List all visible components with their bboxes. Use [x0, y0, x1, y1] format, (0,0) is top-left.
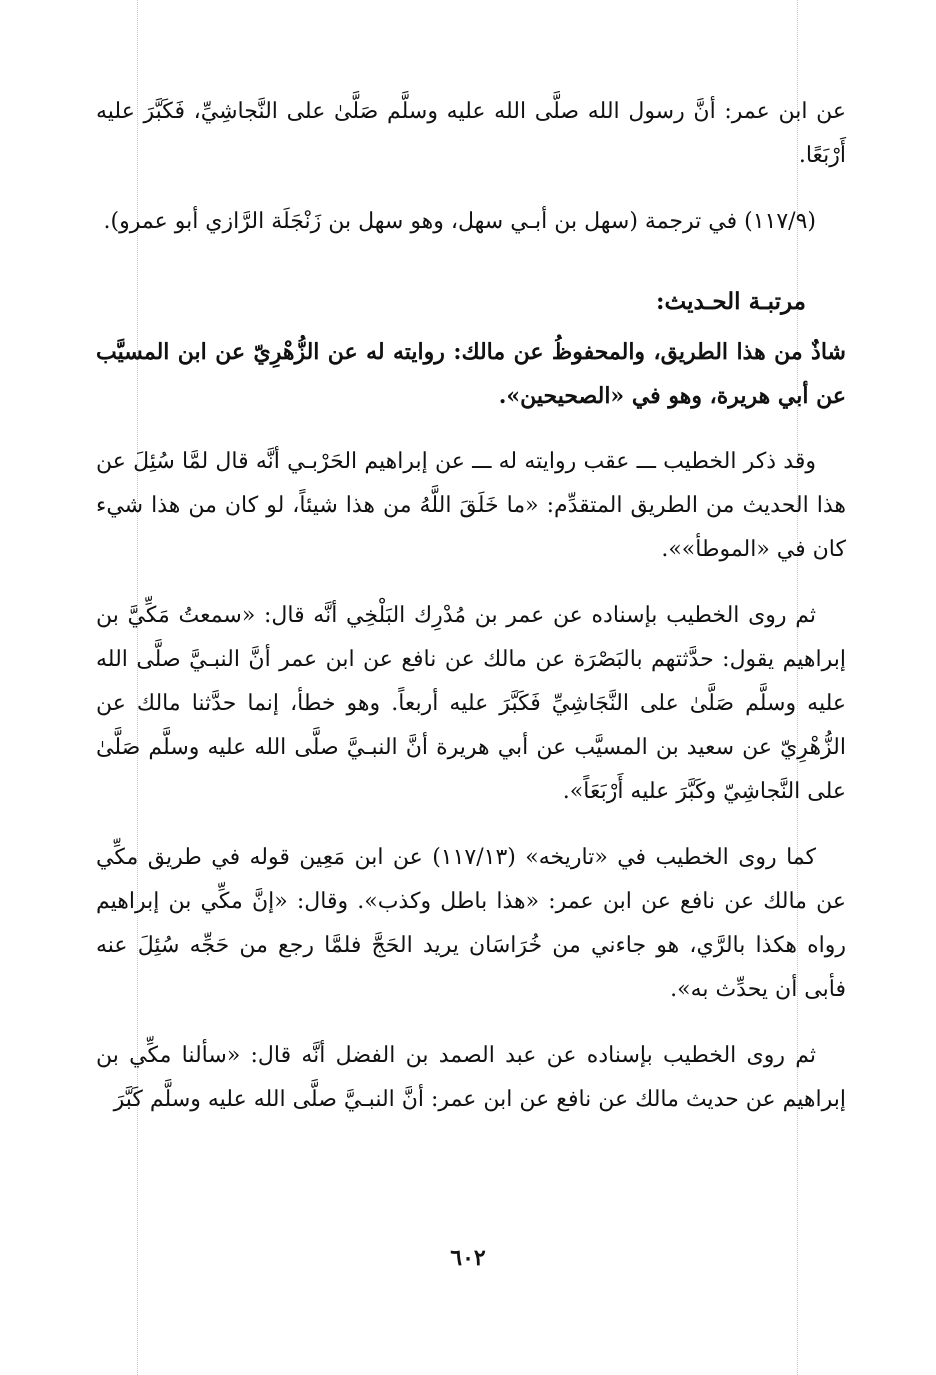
paragraph-reference: (١١٧/٩) في ترجمة (سهل بن أبـي سهل، وهو سهل بن زَنْجَلَة الرَّازي أبو عمرو).	[103, 209, 816, 234]
paragraph-ruling: شاذٌ من هذا الطريق، والمحفوظُ عن مالك: روايته له عن الزُّهْرِيّ عن ابن المسيَّب عن أبي هريرة، وهو في «الصحيحين».	[96, 339, 846, 409]
paragraph-hadith-text: عن ابن عمر: أنَّ رسول الله صلَّى الله عليه وسلَّم صَلَّىٰ على النَّجاشِيِّ، فَكَبَّرَ عليه أَرْبَعًا.	[96, 99, 846, 168]
section-heading: مرتبـة الحـديث:	[656, 288, 806, 315]
paragraph-khatib-harbi: وقد ذكر الخطيب ـــ عقب روايته له ـــ عن إبراهيم الحَرْبـي أنَّه قال لمَّا سُئِلَ عن هذا الحديث من الطريق المتقدِّم: «ما خَلَقَ اللَّهُ من هذا شيئاً، لو كان من هذا شيء كان في «الموطأ»».	[96, 449, 846, 562]
paragraph-ibn-main: كما روى الخطيب في «تاريخه» (١١٧/١٣) عن ابن مَعِين قوله في طريق مكِّي عن مالك عن نافع عن ابن عمر: «هذا باطل وكذب». وقال: «إنَّ مكِّي بن إبراهيم رواه هكذا بالرَّي، هو جاءني من خُرَاسَان يريد الحَجَّ فلمَّا رجع من حَجِّه سُئِلَ عنه فأبى أن يحدِّث به».	[96, 845, 846, 1002]
page-body	[96, 90, 846, 1144]
paragraph-abd-al-samad: ثم روى الخطيب بإسناده عن عبد الصمد بن الفضل أنَّه قال: «سألنا مكِّي بن إبراهيم عن حديث مالك عن نافع عن ابن عمر: أنَّ النبـيَّ صلَّى الله عليه وسلَّم كَبَّرَ	[96, 1043, 846, 1112]
page-number: ٦٠٢	[450, 1245, 486, 1271]
paragraph-khatib-mudrik: ثم روى الخطيب بإسناده عن عمر بن مُدْرِك البَلْخِي أنَّه قال: «سمعتُ مَكِّيَّ بن إبراهيم يقول: حدَّثتهم بالبَصْرَة عن مالك عن نافع عن ابن عمر أنَّ النبـيَّ صلَّى الله عليه وسلَّم صَلَّىٰ على النَّجَاشِيِّ فَكَبَّرَ عليه أربعاً. وهو خطأ، إنما حدَّثنا مالك عن الزُّهْرِيّ عن سعيد بن المسيَّب عن أبي هريرة أنَّ النبـيَّ صلَّى الله عليه وسلَّم صَلَّىٰ على النَّجاشِيّ وكَبَّرَ عليه أَرْبَعَاً».	[96, 603, 846, 804]
